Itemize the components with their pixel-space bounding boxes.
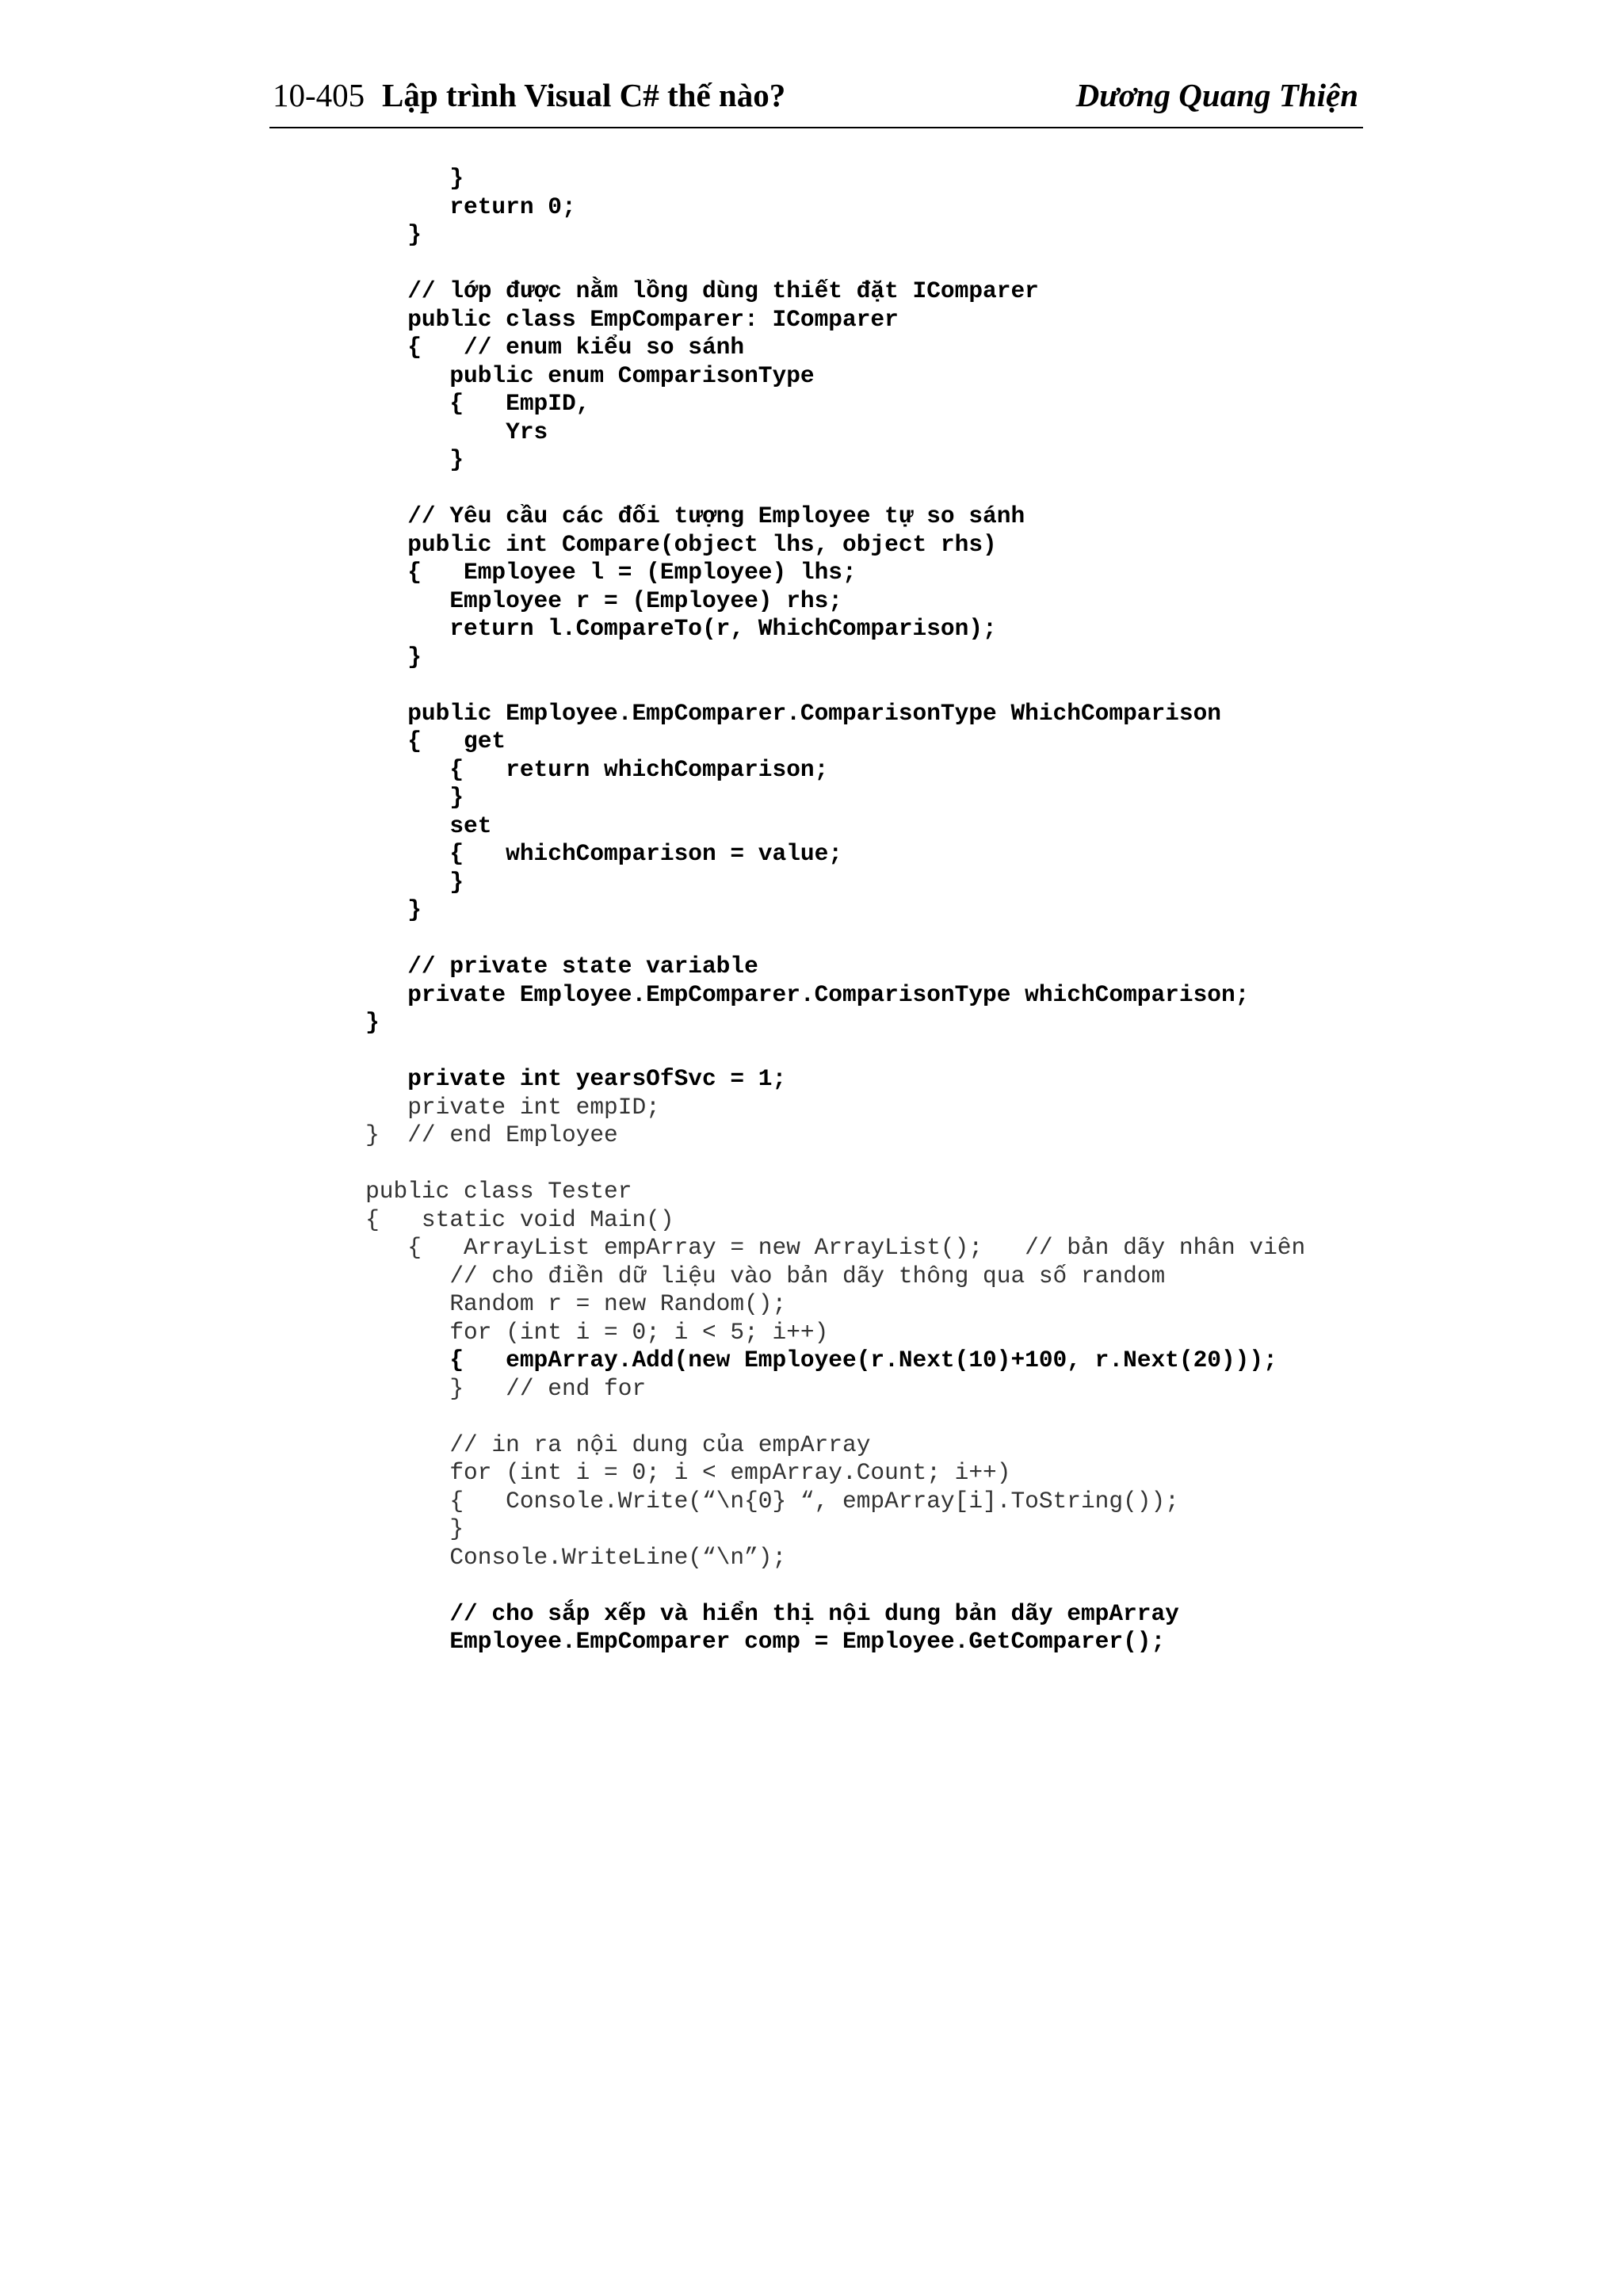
code-line: } // end Employee <box>323 1121 618 1148</box>
book-title: Lập trình Visual C# thế nào? <box>382 77 786 113</box>
code-line: } // end for <box>323 1374 647 1402</box>
page-number: 10-405 <box>273 77 365 113</box>
code-line: } <box>323 1515 464 1542</box>
code-blank-line <box>323 250 1305 278</box>
code-line: { // enum kiểu so sánh <box>323 334 745 361</box>
code-line: set <box>323 812 492 839</box>
code-blank-line <box>323 1150 1305 1179</box>
code-line: private int yearsOfSvc = 1; <box>323 1065 787 1092</box>
code-blank-line <box>323 671 1305 700</box>
code-line: } <box>323 643 422 670</box>
page-header <box>269 73 1363 128</box>
code-blank-line <box>323 1572 1305 1600</box>
code-line: public enum ComparisonType <box>323 361 815 389</box>
code-line: Yrs <box>323 418 548 445</box>
code-line: public Employee.EmpComparer.ComparisonType WhichComparison <box>323 699 1221 727</box>
code-line: Employee.EmpComparer comp = Employee.GetComparer(); <box>323 1628 1166 1655</box>
code-line: return l.CompareTo(r, WhichComparison); <box>323 615 997 642</box>
code-line: { whichComparison = value; <box>323 840 843 867</box>
code-line: for (int i = 0; i < empArray.Count; i++) <box>323 1459 1011 1486</box>
code-line: // lớp được nằm lồng dùng thiết đặt IComparer <box>323 277 1039 304</box>
code-line: } <box>323 1009 380 1036</box>
code-line: { Employee l = (Employee) lhs; <box>323 559 857 586</box>
code-line: // cho sắp xếp và hiển thị nội dung bản dãy empArray <box>323 1599 1179 1627</box>
code-line: Employee r = (Employee) rhs; <box>323 586 843 614</box>
code-line: } <box>323 896 422 923</box>
code-line: private int empID; <box>323 1093 660 1121</box>
code-line: { empArray.Add(new Employee(r.Next(10)+100, r.Next(20))); <box>323 1347 1277 1373</box>
code-line: { static void Main() <box>323 1205 674 1233</box>
code-line: // private state variable <box>323 953 758 980</box>
code-line: public class Tester <box>323 1178 632 1205</box>
code-line: { get <box>323 728 506 755</box>
code-line: for (int i = 0; i < 5; i++) <box>323 1318 829 1346</box>
code-line: private Employee.EmpComparer.ComparisonType whichComparison; <box>323 980 1250 1008</box>
code-line: public int Compare(object lhs, object rhs) <box>323 530 997 558</box>
code-line: // Yêu cầu các đối tượng Employee tự so sánh <box>323 502 1025 529</box>
code-line: { return whichComparison; <box>323 755 829 783</box>
code-blank-line <box>323 925 1305 953</box>
code-line: // in ra nội dung của empArray <box>323 1431 871 1458</box>
code-line: Console.WriteLine(“\n”); <box>323 1543 787 1571</box>
code-blank-line <box>323 1037 1305 1066</box>
code-line: } <box>323 868 464 896</box>
code-blank-line <box>323 1403 1305 1431</box>
code-line: } <box>323 446 464 473</box>
code-line: return 0; <box>323 193 576 220</box>
code-blank-line <box>323 475 1305 503</box>
code-line: Random r = new Random(); <box>323 1290 787 1317</box>
code-line: } <box>323 165 464 192</box>
code-line: { Console.Write(“\n{0} “, empArray[i].ToString()); <box>323 1487 1179 1515</box>
code-line: { EmpID, <box>323 390 590 417</box>
code-line: } <box>323 221 422 248</box>
code-line: } <box>323 784 464 811</box>
code-listing <box>323 165 1305 1656</box>
code-line: public class EmpComparer: IComparer <box>323 305 899 333</box>
code-line: { ArrayList empArray = new ArrayList(); // bản dãy nhân viên <box>323 1234 1306 1261</box>
author-name: Dương Quang Thiện <box>1075 77 1358 113</box>
code-line: // cho điền dữ liệu vào bản dãy thông qua số random <box>323 1262 1166 1289</box>
